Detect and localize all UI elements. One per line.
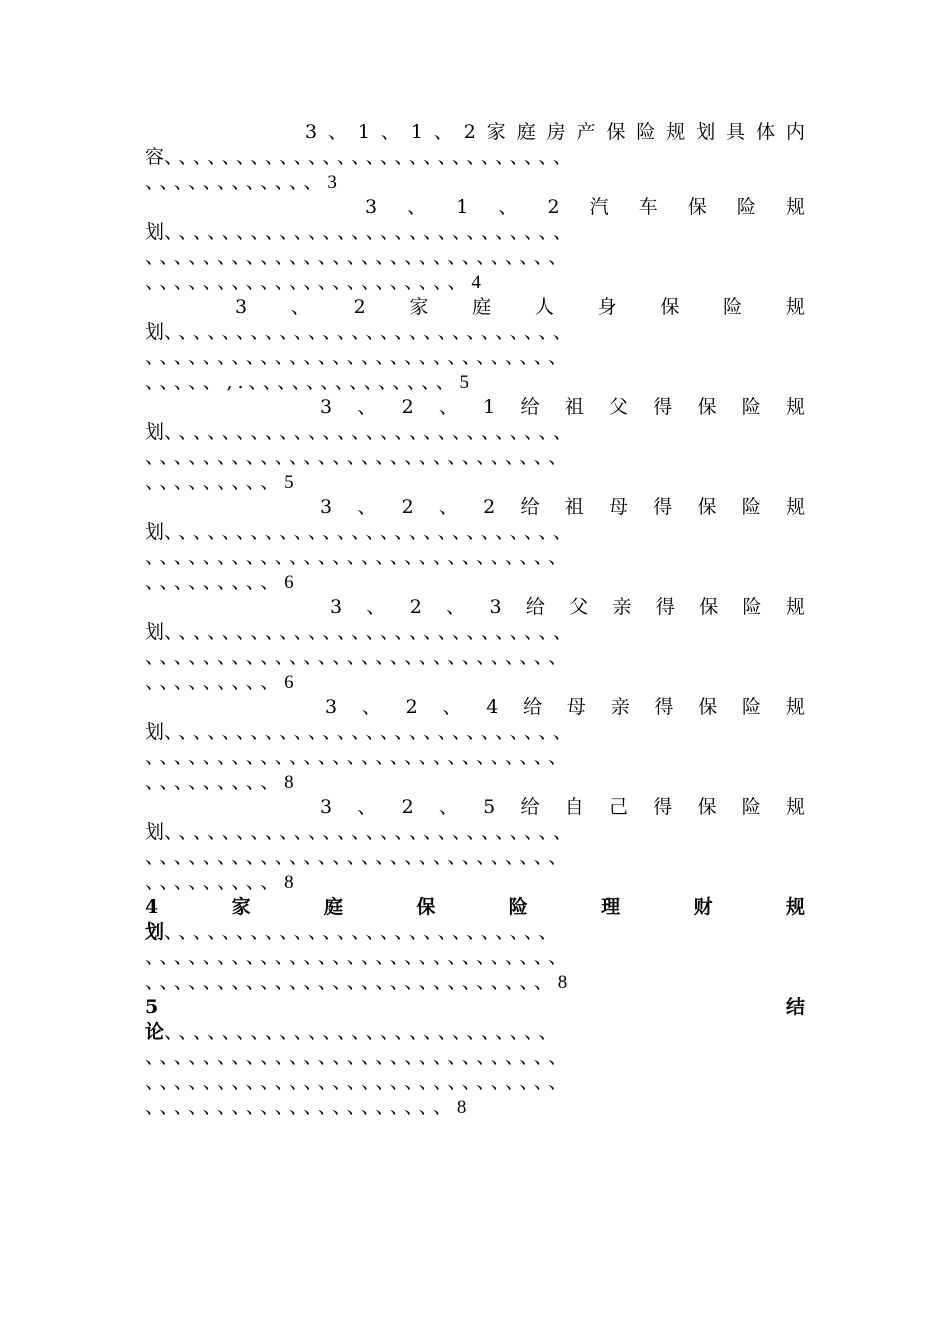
toc-title-char: 险 <box>636 121 656 143</box>
toc-title-char: 、 <box>438 796 458 818</box>
toc-title-char: 房 <box>546 121 566 143</box>
toc-entry-title <box>145 695 805 720</box>
toc-title-char: 家 <box>409 296 429 318</box>
toc-entry-title <box>145 995 805 1020</box>
toc-title-char: 、 <box>407 196 427 218</box>
toc-leader-dots: 、、、、、、、、、 <box>145 671 285 693</box>
toc-leader-dots: 、、、、、、、、、、、、、、、、、、、、、、、、、、、 <box>164 921 563 943</box>
toc-title-char: 2 <box>483 496 496 518</box>
toc-title-char: 给 <box>523 696 543 718</box>
toc-leader-line <box>145 1020 805 1045</box>
toc-title-char: 车 <box>638 196 658 218</box>
toc-leader-dots: 、、、、、、、、、、、、、、、、、、、、、、、、、、、、 <box>145 971 558 993</box>
toc-title-char: 1 <box>483 396 496 418</box>
toc-title-char: 3 <box>330 596 343 618</box>
toc-leader-dots: 、、、、、、、、、、、、 <box>145 171 328 193</box>
toc-title-tail: 划 <box>145 321 165 343</box>
toc-title-tail: 划 <box>145 521 165 543</box>
toc-title-char: 2 <box>463 121 476 143</box>
toc-page-number: 8 <box>284 872 294 893</box>
toc-title-char: 、 <box>357 796 377 818</box>
toc-leader-dots: 、、、、、、、、、 <box>145 871 285 893</box>
toc-leader-line <box>145 370 805 395</box>
toc-leader-dots: 、、、、、、、、、、、、、、、、、、、、、、、、、、、、 <box>164 421 577 443</box>
toc-leader-line <box>145 945 805 970</box>
toc-leader-dots: 、、、、、、、、、、、、、、、、、、、、、、、、、、、、 <box>164 721 577 743</box>
toc-title-char: 保 <box>687 196 707 218</box>
toc-leader-line <box>145 520 805 545</box>
toc-title-char: 、 <box>290 296 310 318</box>
toc-title-char: 1 <box>410 121 423 143</box>
toc-entry[interactable] <box>145 195 805 295</box>
toc-entry-title <box>145 295 805 320</box>
toc-page-number: 6 <box>284 572 294 593</box>
toc-title-tail: 容 <box>145 146 165 168</box>
toc-title-tail: 划 <box>145 721 165 743</box>
toc-title-char: 保 <box>697 796 717 818</box>
toc-leader-dots: 、、、、、、、、、 <box>145 571 285 593</box>
toc-title-char: 、 <box>446 596 466 618</box>
toc-leader-dots: 、、、、、、、、、、、、、、、、、、、、、、、、、、、、、 <box>145 746 573 768</box>
toc-title-tail: 划 <box>145 621 165 643</box>
toc-entry-title <box>145 195 805 220</box>
toc-leader-dots: 、、、、、、、、、、、、、、、、、、、、、、、、、、、、、 <box>145 546 573 568</box>
toc-title-char: 身 <box>597 296 617 318</box>
toc-title-char: 结 <box>785 996 805 1018</box>
toc-title-char: 险 <box>723 296 743 318</box>
toc-title-char: 给 <box>520 796 540 818</box>
toc-entry[interactable] <box>145 995 805 1120</box>
toc-title-char: 人 <box>534 296 554 318</box>
toc-leader-line <box>145 245 805 270</box>
toc-leader-line <box>145 820 805 845</box>
toc-title-char: 2 <box>547 196 560 218</box>
toc-title-char: 、 <box>442 696 462 718</box>
toc-leader-line <box>145 345 805 370</box>
toc-leader-dots: 、、、、、、、、、、、、、、、、、、、、、、、、、、、、、 <box>145 446 573 468</box>
toc-leader-dots: 、、、、、、、、、 <box>145 771 285 793</box>
toc-title-char: 3 <box>320 496 333 518</box>
toc-leader-dots: 、、、、、、、、、、、、、、、、、、、、、、、、、、、、 <box>164 821 577 843</box>
toc-title-char: 给 <box>520 396 540 418</box>
toc-title-char: 汽 <box>589 196 609 218</box>
toc-title-char: 得 <box>653 396 673 418</box>
toc-title-char: 产 <box>576 121 596 143</box>
toc-leader-dots: 、、、、、,.、、、、、、、、、、、、、、 <box>145 371 460 393</box>
toc-entry-title <box>145 595 805 620</box>
toc-title-char: 规 <box>785 196 805 218</box>
toc-title-char: 2 <box>353 296 366 318</box>
toc-title-char: 内 <box>785 121 805 143</box>
toc-entry[interactable] <box>145 395 805 495</box>
toc-title-char: 、 <box>438 496 458 518</box>
toc-title-char: 规 <box>785 796 805 818</box>
toc-leader-dots: 、、、、、、、、、、、、、、、、、、、、、、、、、、、、、 <box>145 346 573 368</box>
toc-leader-dots: 、、、、、、、、、、、、、、、、、、、、、、、、、、、、 <box>164 521 577 543</box>
toc-leader-dots: 、、、、、、、、、 <box>145 471 285 493</box>
toc-entry-title <box>145 795 805 820</box>
toc-title-char: 规 <box>785 396 805 418</box>
toc-title-char: 保 <box>699 596 719 618</box>
toc-title-char: 祖 <box>564 396 584 418</box>
toc-title-char: 2 <box>401 496 414 518</box>
toc-title-char: 具 <box>726 121 746 143</box>
toc-title-char: 、 <box>357 396 377 418</box>
toc-title-char: 庭 <box>324 896 344 918</box>
toc-title-char: 划 <box>696 121 716 143</box>
toc-entry[interactable] <box>145 695 805 795</box>
toc-entry[interactable] <box>145 120 805 195</box>
toc-leader-dots: 、、、、、、、、、、、、、、、、、、、、、、、、、、、、 <box>164 321 577 343</box>
toc-title-char: 亲 <box>612 596 632 618</box>
toc-leader-line <box>145 145 805 170</box>
toc-leader-line <box>145 770 805 795</box>
toc-title-char: 给 <box>525 596 545 618</box>
toc-title-char: 父 <box>608 396 628 418</box>
toc-title-char: 自 <box>564 796 584 818</box>
toc-leader-dots: 、、、、、、、、、、、、、、、、、、、、、、、、、、、、、 <box>145 846 573 868</box>
toc-leader-dots: 、、、、、、、、、、、、、、、、、、、、、、、、、、、、、 <box>145 946 573 968</box>
toc-page-number: 8 <box>557 972 568 993</box>
toc-title-char: 体 <box>756 121 776 143</box>
toc-leader-dots: 、、、、、、、、、、、、、、、、、、、、、 <box>145 1096 457 1118</box>
toc-leader-line <box>145 420 805 445</box>
toc-entry-title <box>145 395 805 420</box>
toc-page-number: 5 <box>284 472 294 493</box>
toc-title-char: 3 <box>320 796 333 818</box>
toc-title-char: 4 <box>486 696 499 718</box>
toc-entry[interactable] <box>145 895 805 995</box>
toc-title-char: 险 <box>508 896 528 918</box>
toc-title-char: 家 <box>486 121 506 143</box>
toc-leader-line <box>145 170 805 195</box>
toc-title-char: 3 <box>325 696 338 718</box>
toc-leader-line <box>145 845 805 870</box>
toc-title-char: 5 <box>145 996 159 1018</box>
toc-entry[interactable] <box>145 795 805 895</box>
toc-title-char: 、 <box>357 496 377 518</box>
toc-leader-line <box>145 1095 805 1120</box>
toc-title-char: 3 <box>305 121 318 143</box>
toc-title-char: 规 <box>785 896 805 918</box>
toc-leader-line <box>145 720 805 745</box>
toc-leader-line <box>145 270 805 295</box>
toc-title-char: 、 <box>380 121 400 143</box>
toc-entry[interactable] <box>145 295 805 395</box>
toc-title-char: 、 <box>366 596 386 618</box>
toc-title-char: 庭 <box>516 121 536 143</box>
toc-title-char: 3 <box>320 396 333 418</box>
toc-title-char: 险 <box>736 196 756 218</box>
toc-page-number: 8 <box>456 1097 467 1118</box>
toc-leader-line <box>145 645 805 670</box>
toc-title-char: 1 <box>357 121 371 143</box>
toc-title-char: 规 <box>785 296 805 318</box>
toc-title-char: 2 <box>409 596 422 618</box>
toc-title-char: 险 <box>741 496 761 518</box>
toc-entry-title <box>145 495 805 520</box>
toc-leader-dots: 、、、、、、、、、、、、、、、、、、、、、、、、、、、、、 <box>145 1071 573 1093</box>
toc-page-number: 5 <box>459 372 469 393</box>
toc-title-char: 财 <box>693 896 713 918</box>
toc-leader-line <box>145 445 805 470</box>
toc-title-char: 、 <box>361 696 381 718</box>
toc-title-char: 、 <box>438 396 458 418</box>
toc-page-number: 6 <box>284 672 294 693</box>
toc-title-char: 己 <box>608 796 628 818</box>
toc-leader-line <box>145 670 805 695</box>
toc-title-char: 祖 <box>564 496 584 518</box>
toc-title-char: 保 <box>697 496 717 518</box>
table-of-contents <box>145 120 805 1120</box>
toc-leader-line <box>145 970 805 995</box>
toc-title-tail: 划 <box>145 421 165 443</box>
toc-title-char: 险 <box>742 596 762 618</box>
toc-title-char: 父 <box>569 596 589 618</box>
toc-entry[interactable] <box>145 495 805 595</box>
toc-page-number: 8 <box>284 772 294 793</box>
toc-title-char: 规 <box>785 696 805 718</box>
toc-title-char: 险 <box>741 396 761 418</box>
toc-title-char: 3 <box>489 596 502 618</box>
toc-title-char: 保 <box>606 121 626 143</box>
toc-title-char: 保 <box>416 896 436 918</box>
toc-title-char: 2 <box>401 396 414 418</box>
toc-leader-line <box>145 220 805 245</box>
toc-leader-line <box>145 870 805 895</box>
toc-leader-line <box>145 1045 805 1070</box>
toc-leader-line <box>145 745 805 770</box>
toc-title-char: 、 <box>498 196 518 218</box>
toc-leader-dots: 、、、、、、、、、、、、、、、、、、、、、、、、、、、、、 <box>145 646 573 668</box>
toc-leader-line <box>145 470 805 495</box>
toc-leader-line <box>145 1070 805 1095</box>
toc-title-char: 3 <box>235 296 248 318</box>
toc-title-char: 5 <box>483 796 496 818</box>
toc-title-char: 母 <box>608 496 628 518</box>
toc-title-char: 险 <box>742 696 762 718</box>
toc-title-char: 2 <box>405 696 418 718</box>
toc-entry-title <box>145 895 805 920</box>
toc-title-char: 家 <box>231 896 251 918</box>
toc-title-char: 得 <box>655 596 675 618</box>
toc-leader-dots: 、、、、、、、、、、、、、、、、、、、、、、、、、、、、 <box>164 221 577 243</box>
toc-title-char: 保 <box>660 296 680 318</box>
toc-leader-dots: 、、、、、、、、、、、、、、、、、、、、、、、、、、、 <box>164 1021 563 1043</box>
toc-title-char: 规 <box>785 596 805 618</box>
toc-title-char: 亲 <box>610 696 630 718</box>
toc-leader-dots: 、、、、、、、、、、、、、、、、、、、、、、、、、、、、、 <box>145 246 573 268</box>
toc-leader-dots: 、、、、、、、、、、、、、、、、、、、、、、 <box>145 271 472 293</box>
toc-title-tail: 划 <box>145 821 165 843</box>
toc-leader-line <box>145 570 805 595</box>
toc-entry[interactable] <box>145 595 805 695</box>
toc-leader-dots: 、、、、、、、、、、、、、、、、、、、、、、、、、、、、、 <box>145 1046 573 1068</box>
toc-leader-line <box>145 920 805 945</box>
toc-title-tail: 划 <box>145 921 165 943</box>
toc-leader-line <box>145 620 805 645</box>
toc-leader-dots: 、、、、、、、、、、、、、、、、、、、、、、、、、、、、 <box>164 146 577 168</box>
toc-title-char: 庭 <box>472 296 492 318</box>
toc-title-char: 、 <box>433 121 453 143</box>
toc-title-char: 理 <box>601 896 621 918</box>
toc-title-tail: 划 <box>145 221 165 243</box>
toc-leader-line <box>145 545 805 570</box>
toc-title-char: 规 <box>666 121 686 143</box>
toc-title-char: 保 <box>697 396 717 418</box>
toc-title-char: 保 <box>698 696 718 718</box>
toc-title-char: 得 <box>653 496 673 518</box>
toc-title-char: 母 <box>566 696 586 718</box>
toc-title-char: 给 <box>520 496 540 518</box>
toc-title-char: 3 <box>365 196 378 218</box>
toc-title-tail: 论 <box>145 1021 165 1043</box>
toc-title-char: 1 <box>456 196 469 218</box>
toc-entry-title <box>145 120 805 145</box>
toc-leader-dots: 、、、、、、、、、、、、、、、、、、、、、、、、、、、、 <box>164 621 577 643</box>
toc-title-char: 得 <box>654 696 674 718</box>
toc-page-number: 4 <box>471 272 481 293</box>
toc-title-char: 险 <box>741 796 761 818</box>
toc-title-char: 得 <box>653 796 673 818</box>
toc-page-number: 3 <box>327 172 337 193</box>
toc-title-char: 、 <box>328 121 348 143</box>
toc-leader-line <box>145 320 805 345</box>
toc-title-char: 2 <box>401 796 414 818</box>
toc-title-char: 规 <box>785 496 805 518</box>
toc-title-char: 4 <box>145 896 159 918</box>
